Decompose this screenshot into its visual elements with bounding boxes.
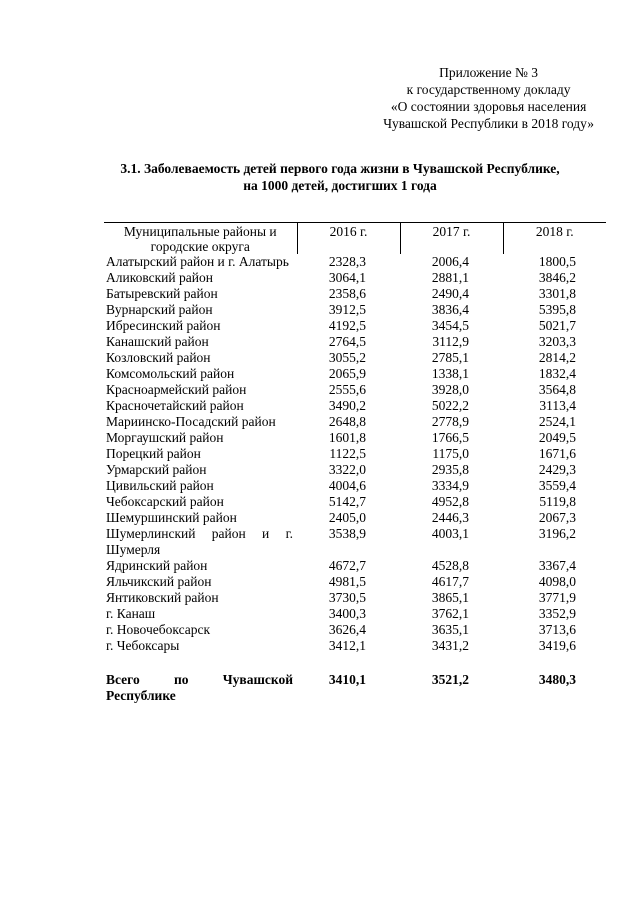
- table-row: [104, 286, 606, 302]
- value-2016: 3626,4: [328, 622, 366, 637]
- value-2017: 3431,2: [431, 638, 469, 653]
- value-2016: 2358,6: [328, 286, 366, 301]
- table-row: [104, 462, 606, 478]
- value-2018: 3713,6: [538, 622, 576, 637]
- table-row: [104, 398, 606, 414]
- region-name: г. Новочебоксарск: [106, 622, 211, 637]
- region-name: Алатырский район и г. Алатырь: [106, 254, 289, 269]
- table-row: [104, 622, 606, 638]
- spacer-row: [104, 654, 606, 672]
- table-title: [80, 160, 600, 194]
- total-label: Всего по Чувашской Республике: [106, 672, 293, 703]
- region-name: Урмарский район: [106, 462, 207, 477]
- table-row: [104, 430, 606, 446]
- table-row: [104, 526, 606, 558]
- spacer-cell: [104, 654, 606, 672]
- table-row: [104, 574, 606, 590]
- total-row: [104, 672, 606, 704]
- appendix-reference: к государственному докладу: [406, 82, 571, 97]
- table-row: [104, 270, 606, 286]
- table-row: [104, 334, 606, 350]
- value-2017: 5022,2: [431, 398, 469, 413]
- region-name: Мариинско-Посадский район: [106, 414, 276, 429]
- table-row: [104, 558, 606, 574]
- value-2018: 2814,2: [538, 350, 576, 365]
- value-2017: 2446,3: [431, 510, 469, 525]
- value-2017: 3836,4: [431, 302, 469, 317]
- value-2018: 3367,4: [538, 558, 576, 573]
- value-2016: 3064,1: [328, 270, 366, 285]
- table-row: [104, 382, 606, 398]
- region-name: Красноармейский район: [106, 382, 247, 397]
- table-row: [104, 590, 606, 606]
- value-2017: 1175,0: [432, 446, 469, 461]
- value-2018: 1832,4: [538, 366, 576, 381]
- region-name: Козловский район: [106, 350, 211, 365]
- region-name: Красночетайский район: [106, 398, 244, 413]
- value-2016: 2555,6: [328, 382, 366, 397]
- header-2018: 2018 г.: [503, 223, 606, 255]
- region-name: Порецкий район: [106, 446, 201, 461]
- value-2017: 2785,1: [431, 350, 469, 365]
- table-row: [104, 606, 606, 622]
- value-2018: 5395,8: [538, 302, 576, 317]
- value-2016: 1122,5: [329, 446, 366, 461]
- table-title-line1: 3.1. Заболеваемость детей первого года жизни в Чувашской Республике,: [120, 161, 560, 176]
- value-2017: 2006,4: [431, 254, 469, 269]
- value-2016: 3912,5: [328, 302, 366, 317]
- value-2017: 3762,1: [431, 606, 469, 621]
- region-name: Аликовский район: [106, 270, 213, 285]
- total-2018: 3480,3: [538, 672, 576, 687]
- table-header-row: [104, 223, 606, 255]
- value-2017: 1766,5: [431, 430, 469, 445]
- value-2016: 3322,0: [328, 462, 366, 477]
- value-2018: 2049,5: [538, 430, 576, 445]
- table-row: [104, 318, 606, 334]
- header-region: Муниципальные районы и городские округа: [104, 223, 297, 255]
- value-2016: 2764,5: [328, 334, 366, 349]
- value-2018: 3203,3: [538, 334, 576, 349]
- region-name: Ибресинский район: [106, 318, 221, 333]
- region-name: Яльчикский район: [106, 574, 212, 589]
- value-2016: 2405,0: [328, 510, 366, 525]
- region-name: Вурнарский район: [106, 302, 213, 317]
- region-name: Шемуршинский район: [106, 510, 237, 525]
- value-2018: 3846,2: [538, 270, 576, 285]
- table-row: [104, 254, 606, 270]
- value-2017: 4952,8: [431, 494, 469, 509]
- table-title-line2: на 1000 детей, достигших 1 года: [243, 178, 437, 193]
- value-2016: 4004,6: [328, 478, 366, 493]
- value-2018: 2524,1: [538, 414, 576, 429]
- value-2016: 2065,9: [328, 366, 366, 381]
- value-2017: 3454,5: [431, 318, 469, 333]
- value-2016: 4981,5: [328, 574, 366, 589]
- value-2018: 3771,9: [538, 590, 576, 605]
- region-name: Цивильский район: [106, 478, 214, 493]
- header-2016: 2016 г.: [297, 223, 400, 255]
- value-2017: 3928,0: [431, 382, 469, 397]
- morbidity-table: [104, 222, 606, 704]
- value-2018: 3352,9: [538, 606, 576, 621]
- region-name: Янтиковский район: [106, 590, 219, 605]
- value-2018: 3196,2: [538, 526, 576, 541]
- value-2016: 3400,3: [328, 606, 366, 621]
- table-row: [104, 302, 606, 318]
- value-2017: 3334,9: [431, 478, 469, 493]
- total-2016: 3410,1: [328, 672, 366, 687]
- value-2017: 2935,8: [431, 462, 469, 477]
- value-2017: 3112,9: [432, 334, 469, 349]
- value-2017: 3865,1: [431, 590, 469, 605]
- region-name: Моргаушский район: [106, 430, 224, 445]
- total-2017: 3521,2: [431, 672, 469, 687]
- value-2016: 5142,7: [328, 494, 366, 509]
- value-2017: 2778,9: [431, 414, 469, 429]
- value-2018: 3419,6: [538, 638, 576, 653]
- value-2017: 2490,4: [431, 286, 469, 301]
- value-2018: 5021,7: [538, 318, 576, 333]
- region-name: Канашский район: [106, 334, 209, 349]
- value-2018: 3301,8: [538, 286, 576, 301]
- value-2018: 2429,3: [538, 462, 576, 477]
- region-name: Комсомольский район: [106, 366, 235, 381]
- value-2018: 2067,3: [538, 510, 576, 525]
- value-2018: 3113,4: [539, 398, 576, 413]
- value-2016: 3730,5: [328, 590, 366, 605]
- value-2016: 1601,8: [328, 430, 366, 445]
- region-name: г. Канаш: [106, 606, 156, 621]
- table-row: [104, 494, 606, 510]
- appendix-header: [383, 64, 594, 132]
- value-2016: 3055,2: [328, 350, 366, 365]
- table-row: [104, 638, 606, 654]
- value-2016: 3538,9: [328, 526, 366, 541]
- value-2016: 3490,2: [328, 398, 366, 413]
- region-name: Шумерлинский район и г. Шумерля: [106, 526, 293, 557]
- value-2018: 3564,8: [538, 382, 576, 397]
- value-2016: 4192,5: [328, 318, 366, 333]
- appendix-number: Приложение № 3: [439, 65, 539, 80]
- value-2017: 1338,1: [431, 366, 469, 381]
- appendix-report-name: «О состоянии здоровья населения: [390, 99, 587, 114]
- header-2017: 2017 г.: [400, 223, 503, 255]
- table-row: [104, 510, 606, 526]
- value-2017: 2881,1: [431, 270, 469, 285]
- value-2017: 3635,1: [431, 622, 469, 637]
- value-2018: 4098,0: [538, 574, 576, 589]
- value-2017: 4528,8: [431, 558, 469, 573]
- region-name: Ядринский район: [106, 558, 208, 573]
- table-body: [104, 254, 606, 704]
- table-row: [104, 350, 606, 366]
- value-2018: 5119,8: [539, 494, 576, 509]
- value-2016: 4672,7: [328, 558, 366, 573]
- value-2016: 2648,8: [328, 414, 366, 429]
- value-2018: 1671,6: [538, 446, 576, 461]
- region-name: Батыревский район: [106, 286, 218, 301]
- table-row: [104, 446, 606, 462]
- value-2018: 1800,5: [538, 254, 576, 269]
- table-row: [104, 478, 606, 494]
- value-2017: 4617,7: [431, 574, 469, 589]
- table-row: [104, 414, 606, 430]
- value-2018: 3559,4: [538, 478, 576, 493]
- appendix-report-year: Чувашской Республики в 2018 году»: [383, 116, 594, 131]
- value-2017: 4003,1: [431, 526, 469, 541]
- region-name: Чебоксарский район: [106, 494, 224, 509]
- value-2016: 3412,1: [328, 638, 366, 653]
- value-2016: 2328,3: [328, 254, 366, 269]
- table-row: [104, 366, 606, 382]
- region-name: г. Чебоксары: [106, 638, 180, 653]
